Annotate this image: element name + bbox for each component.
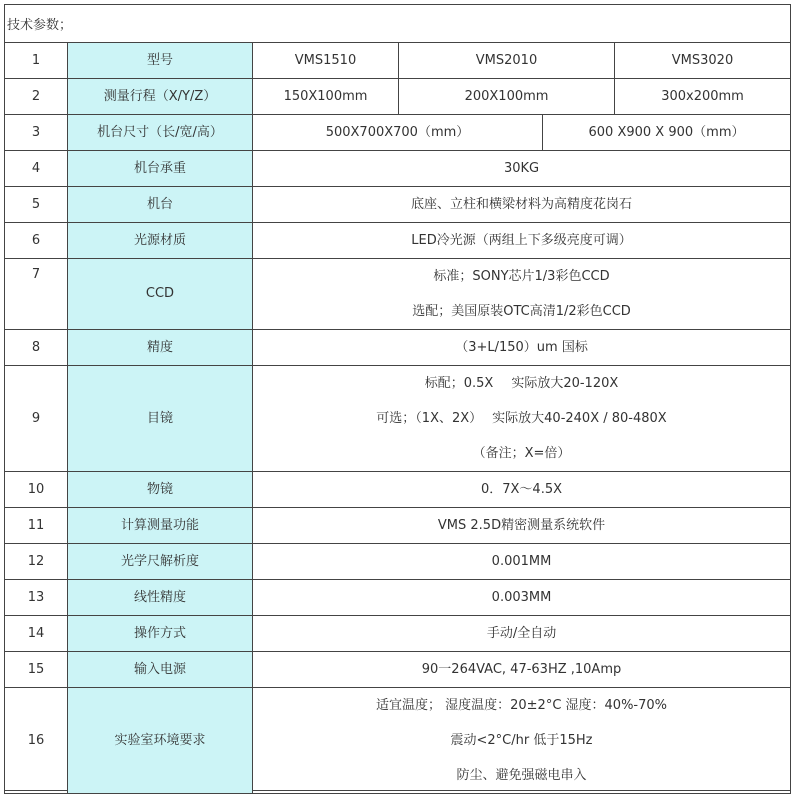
cell-line: 选配；美国原装OTC高清1/2彩色CCD — [412, 304, 631, 319]
row-label: 光学尺解析度 — [68, 544, 253, 580]
row-label: 测量行程（X/Y/Z） — [68, 79, 253, 115]
row-label: 计算测量功能 — [68, 508, 253, 544]
cell-value: 300x200mm — [615, 79, 791, 115]
cell-line: 标准；SONY芯片1/3彩色CCD — [433, 269, 610, 284]
cell-line-part: 实际放大20-120X — [511, 376, 619, 391]
cell-value: 90一264VAC, 47-63HZ ,10Amp — [253, 652, 791, 688]
cell-value: VMS1510 — [253, 43, 399, 79]
row-number: 3 — [5, 115, 68, 151]
spec-table — [4, 42, 791, 794]
cell-value: 0．7X～4.5X — [253, 472, 791, 508]
table-row — [5, 223, 791, 259]
cell-value: 底座、立柱和横梁材料为高精度花岗石 — [253, 187, 791, 223]
cell-multiline — [253, 366, 791, 472]
row-label: 线性精度 — [68, 580, 253, 616]
table-row — [5, 79, 791, 115]
row-number: 8 — [5, 330, 68, 366]
cell-line: 适宜温度； 湿度温度：20±2°C 湿度：40%-70% — [375, 698, 668, 713]
row-number: 6 — [5, 223, 68, 259]
table-row — [5, 43, 791, 79]
row-label: 机台 — [68, 187, 253, 223]
table-row — [5, 688, 791, 794]
cell-value: 200X100mm — [399, 79, 615, 115]
cell-line: 震动<2°C/hr 低于15Hz — [450, 733, 593, 748]
cell-value: 600 X900 X 900（mm） — [543, 115, 791, 151]
row-label: 机台承重 — [68, 151, 253, 187]
row-number: 12 — [5, 544, 68, 580]
table-row — [5, 330, 791, 366]
cell-line: （备注；X=倍） — [472, 446, 571, 461]
table-row — [5, 472, 791, 508]
row-number: 14 — [5, 616, 68, 652]
row-label: 机台尺寸（长/宽/高） — [68, 115, 253, 151]
row-number: 7 — [5, 259, 68, 330]
table-row — [5, 366, 791, 472]
cell-line-part: 实际放大40-240X / 80-480X — [492, 411, 667, 426]
cell-value: VMS2010 — [399, 43, 615, 79]
table-row — [5, 544, 791, 580]
cell-multiline — [253, 688, 791, 794]
row-number: 9 — [5, 366, 68, 472]
row-number: 15 — [5, 652, 68, 688]
cell-value: 30KG — [253, 151, 791, 187]
row-label: 实验室环境要求 — [68, 688, 253, 794]
row-label: 物镜 — [68, 472, 253, 508]
cell-value: 手动/全自动 — [253, 616, 791, 652]
cell-line — [253, 401, 790, 436]
row-number: 4 — [5, 151, 68, 187]
cell-multiline — [253, 259, 791, 330]
row-number: 16 — [5, 688, 68, 794]
row-number: 1 — [5, 43, 68, 79]
table-row — [5, 151, 791, 187]
section-heading: 技术参数； — [7, 18, 73, 33]
table-row — [5, 508, 791, 544]
row-number: 11 — [5, 508, 68, 544]
table-row — [5, 187, 791, 223]
cell-value: 0.001MM — [253, 544, 791, 580]
cell-value: 500X700X700（mm） — [253, 115, 543, 151]
table-row — [5, 259, 791, 330]
cell-line-part: 标配；0.5X — [424, 376, 494, 391]
table-row — [5, 652, 791, 688]
cell-line-part: 可选；（1X、2X） — [376, 411, 483, 426]
table-row — [5, 115, 791, 151]
row-number: 10 — [5, 472, 68, 508]
row-label: 输入电源 — [68, 652, 253, 688]
table-row — [5, 580, 791, 616]
row-label: 精度 — [68, 330, 253, 366]
cell-value: VMS 2.5D精密测量系统软件 — [253, 508, 791, 544]
row-label: CCD — [68, 259, 253, 330]
table-row — [5, 616, 791, 652]
row-number: 5 — [5, 187, 68, 223]
cell-value: VMS3020 — [615, 43, 791, 79]
row-label: 操作方式 — [68, 616, 253, 652]
cell-value: LED冷光源（两组上下多级亮度可调） — [253, 223, 791, 259]
cell-value: 0.003MM — [253, 580, 791, 616]
cell-value: （3+L/150）um 国标 — [253, 330, 791, 366]
row-number: 13 — [5, 580, 68, 616]
row-label: 光源材质 — [68, 223, 253, 259]
cell-line: 防尘、避免强磁电串入 — [456, 768, 587, 783]
row-label: 型号 — [68, 43, 253, 79]
row-number: 2 — [5, 79, 68, 115]
cell-line — [253, 366, 790, 401]
row-label: 目镜 — [68, 366, 253, 472]
cell-value: 150X100mm — [253, 79, 399, 115]
